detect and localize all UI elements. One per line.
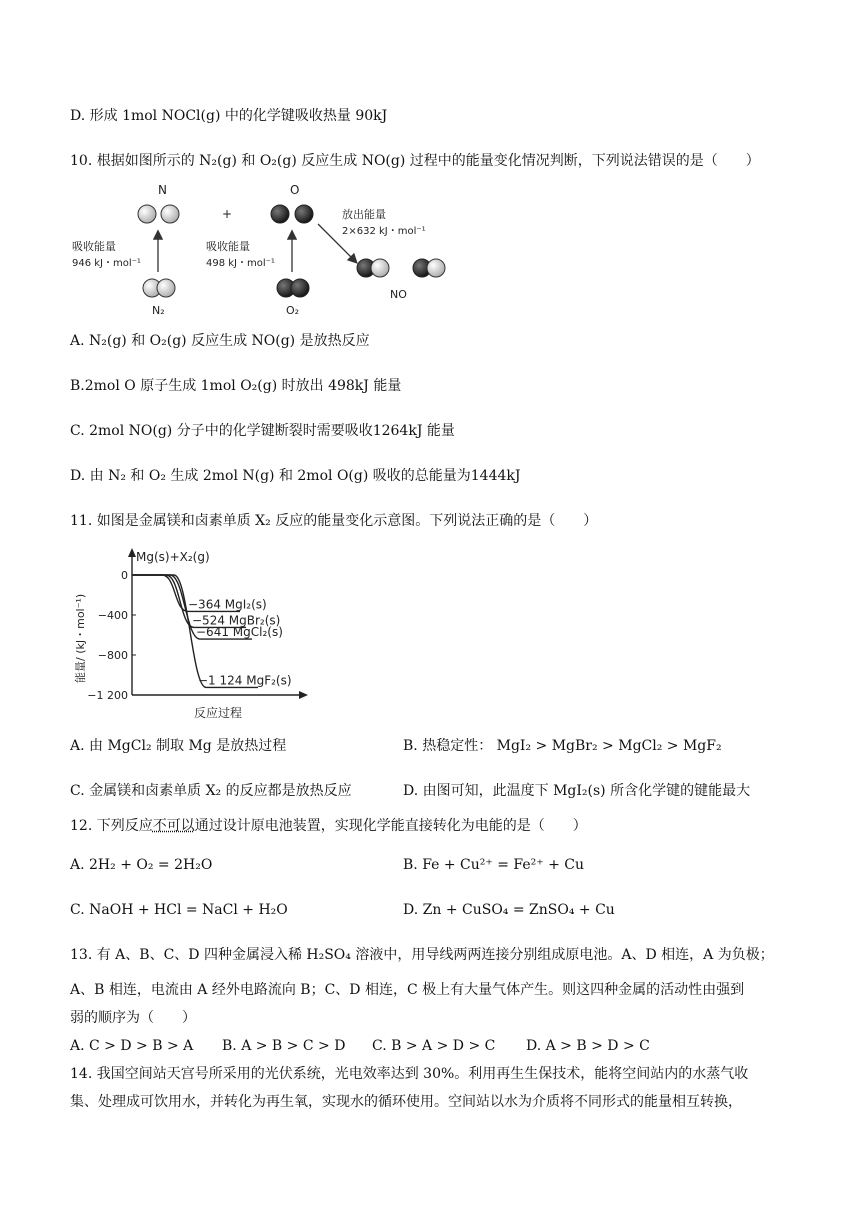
q14-line-1: 14. 我国空间站天宫号所采用的光伏系统，光电效率达到 30%。利用再生生保技术，能将空间站内的水蒸气收: [70, 1066, 749, 1082]
y-tick-label: 0: [121, 569, 128, 582]
q12-option-a: A. 2H₂ + O₂ = 2H₂O: [70, 857, 213, 873]
y-axis-label: 能量/ (kJ・mol⁻¹): [74, 593, 87, 683]
plus-sign: +: [222, 207, 233, 221]
q12-option-c: C. NaOH + HCl = NaCl + H₂O: [70, 902, 288, 918]
q9-option-d: D. 形成 1mol NOCl(g) 中的化学键吸收热量 90kJ: [70, 108, 388, 124]
q11-option-b: B. 热稳定性： MgI₂ > MgBr₂ > MgCl₂ > MgF₂: [403, 738, 722, 754]
absorb1-value: 946 kJ・mol⁻¹: [72, 258, 141, 269]
release-title: 放出能量: [342, 208, 386, 221]
q12-stem-emphasis: 不可以: [152, 818, 195, 834]
o-atom-1: [271, 205, 289, 223]
n2-molecule-atom-2: [157, 279, 175, 297]
y-tick-label: −800: [97, 649, 128, 662]
q10-energy-figure: [70, 180, 460, 330]
q11-stem: 11. 如图是金属镁和卤素单质 X₂ 反应的能量变化示意图。下列说法正确的是（ ）: [70, 513, 598, 529]
o-atom-2: [295, 205, 313, 223]
absorb2-title: 吸收能量: [206, 240, 250, 253]
no-label: NO: [390, 288, 407, 301]
q10-stem: 10. 根据如图所示的 N₂(g) 和 O₂(g) 反应生成 NO(g) 过程中的能量变化情况判断，下列说法错误的是（ ）: [70, 153, 760, 169]
o2-molecule-atom-2: [291, 279, 309, 297]
q10-option-d: D. 由 N₂ 和 O₂ 生成 2mol N(g) 和 2mol O(g) 吸收的总能量为1444kJ: [70, 468, 521, 484]
q13-option-b: B. A > B > C > D: [222, 1038, 346, 1054]
o2-label: O₂: [286, 304, 300, 317]
q10-option-b: B.2mol O 原子生成 1mol O₂(g) 时放出 498kJ 能量: [70, 378, 402, 394]
x-axis-label: 反应过程: [194, 706, 243, 720]
q11-option-c: C. 金属镁和卤素单质 X₂ 的反应都是放热反应: [70, 783, 352, 799]
n-atom-2: [161, 205, 179, 223]
n-atom-label: N: [158, 183, 167, 197]
q11-option-a: A. 由 MgCl₂ 制取 Mg 是放热过程: [70, 738, 287, 754]
q10-option-a: A. N₂(g) 和 O₂(g) 反应生成 NO(g) 是放热反应: [70, 333, 370, 349]
n-atom-1: [138, 205, 156, 223]
q12-stem-before: 12. 下列反应: [70, 818, 153, 834]
q13-line-3: 弱的顺序为（ ）: [70, 1010, 196, 1026]
o-atom-label: O: [290, 183, 300, 197]
q13-option-c: C. B > A > D > C: [372, 1038, 496, 1054]
q14-line-2: 集、处理成可饮用水，并转化为再生氧，实现水的循环使用。空间站以水为介质将不同形式的能量相互转换，: [70, 1094, 742, 1110]
q10-option-c: C. 2mol NO(g) 分子中的化学键断裂时需要吸收1264kJ 能量: [70, 423, 455, 439]
q12-option-d: D. Zn + CuSO₄ = ZnSO₄ + Cu: [403, 902, 615, 918]
q11-energy-chart: [70, 545, 310, 723]
x-axis-arrow: [299, 691, 308, 699]
q11-option-d: D. 由图可知，此温度下 MgI₂(s) 所含化学键的键能最大: [403, 783, 751, 799]
no-molecule-1-n: [371, 259, 389, 277]
absorb2-value: 498 kJ・mol⁻¹: [206, 258, 275, 269]
release-value: 2×632 kJ・mol⁻¹: [342, 226, 426, 237]
y-tick-label: −400: [97, 609, 128, 622]
absorb1-title: 吸收能量: [72, 240, 116, 253]
curve-label: −1 124 MgF₂(s): [198, 673, 292, 688]
no-molecule-2-n: [427, 259, 445, 277]
y-axis-arrow: [128, 548, 136, 557]
q12-option-b: B. Fe + Cu²⁺ = Fe²⁺ + Cu: [403, 857, 585, 873]
q13-line-1: 13. 有 A、B、C、D 四种金属浸入稀 H₂SO₄ 溶液中，用导线两两连接分别组成原电池。A、D 相连，A 为负极；: [70, 947, 774, 963]
q12-stem: [70, 816, 587, 836]
q13-line-2: A、B 相连，电流由 A 经外电路流向 B；C、D 相连，C 极上有大量气体产生。则这四种金属的活动性由强到: [70, 982, 745, 998]
n2-label: N₂: [152, 304, 165, 317]
q13-option-a: A. C > D > B > A: [70, 1038, 194, 1054]
q12-stem-after: 通过设计原电池装置，实现化学能直接转化为电能的是（ ）: [194, 818, 587, 834]
start-label: Mg(s)+X₂(g): [136, 550, 210, 564]
curve-label: −524 MgBr₂(s): [192, 613, 281, 628]
q13-option-d: D. A > B > D > C: [526, 1038, 650, 1054]
curve-label: −364 MgI₂(s): [188, 597, 267, 612]
curve-label: −641 MgCl₂(s): [196, 625, 283, 640]
y-tick-label: −1 200: [87, 689, 128, 702]
